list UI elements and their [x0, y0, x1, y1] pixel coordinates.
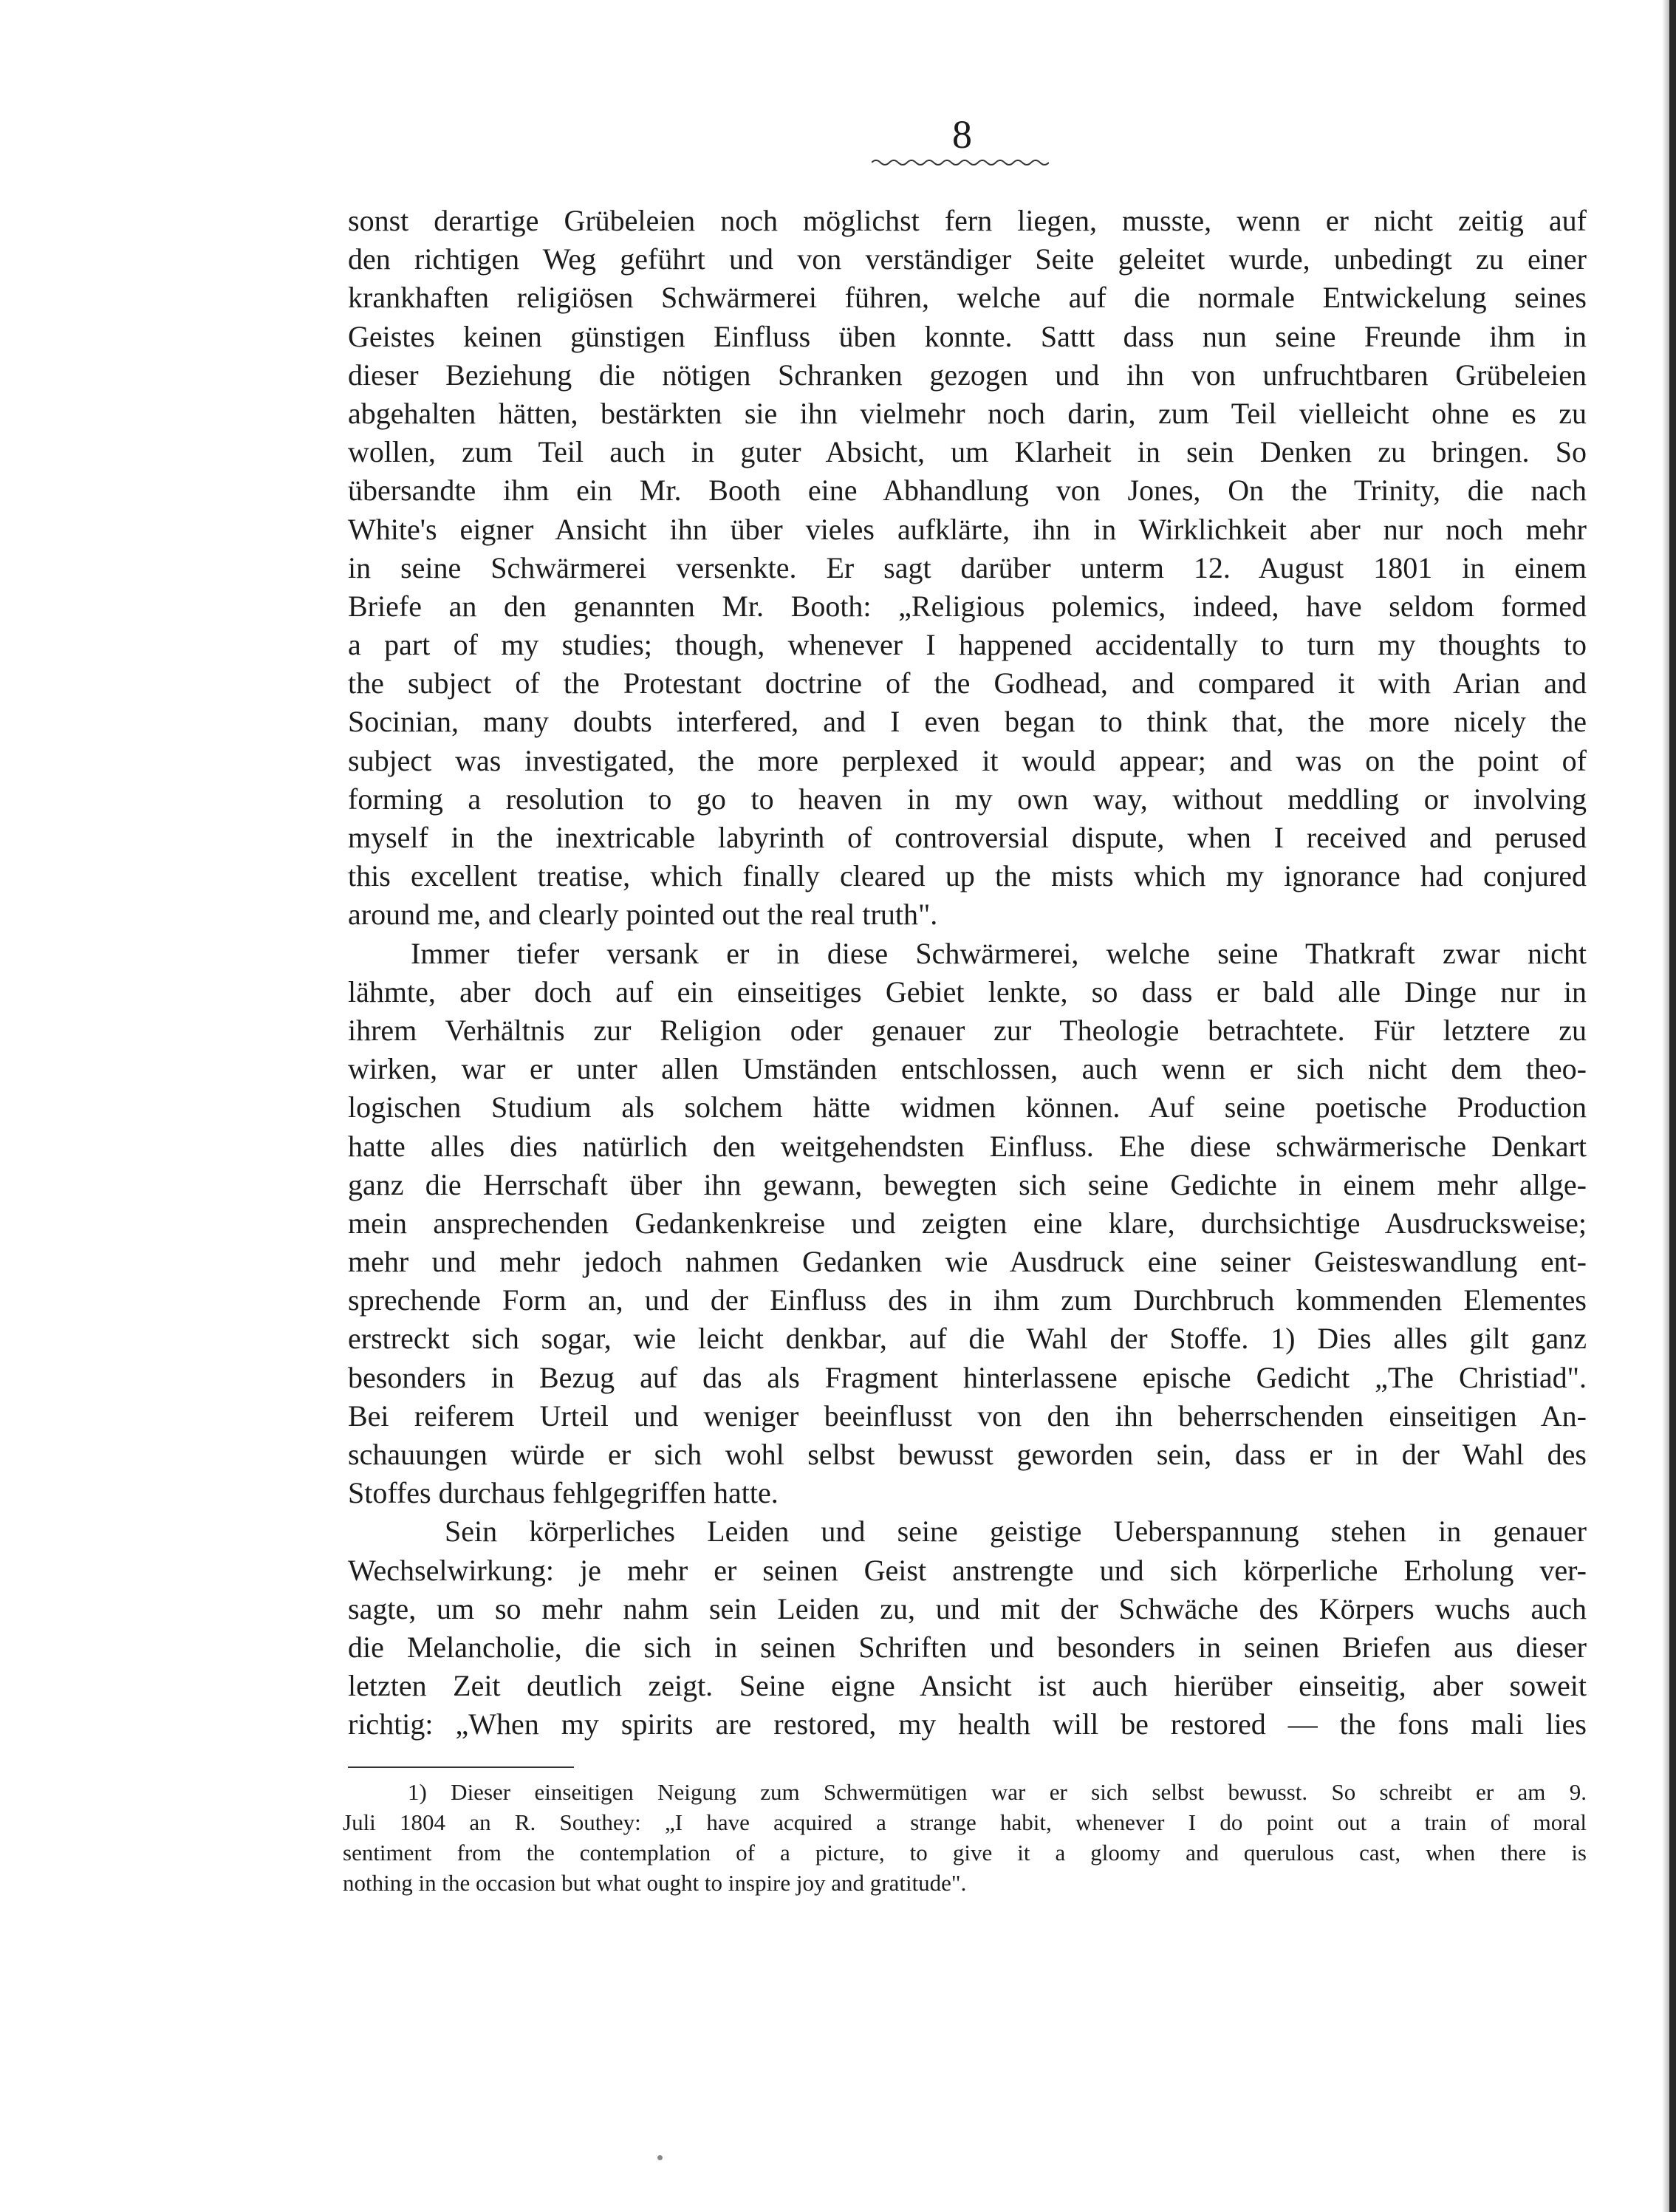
ornamental-rule: [872, 157, 1049, 168]
text-line: richtig: „When my spirits are restored, my health will be restored — the fons mali lies: [348, 1707, 1587, 1741]
text-line: die Melancholie, die sich in seinen Schriften und besonders in seinen Briefen aus dieser: [348, 1630, 1587, 1664]
text-line: myself in the inextricable labyrinth of controversial dispute, when I received and perused: [348, 821, 1587, 854]
text-line: krankhaften religiösen Schwärmerei führen, welche auf die normale Entwickelung seines: [348, 281, 1587, 315]
text-line: den richtigen Weg geführt und von verständiger Seite geleitet wurde, unbedingt zu einer: [348, 242, 1587, 276]
footnote-line: 1) Dieser einseitigen Neigung zum Schwermütigen war er sich selbst bewusst. So schreibt er am 9.: [408, 1779, 1587, 1805]
text-line: übersandte ihm ein Mr. Booth eine Abhandlung von Jones, On the Trinity, die nach: [348, 474, 1587, 508]
text-line: letzten Zeit deutlich zeigt. Seine eigne Ansicht ist auch hierüber einseitig, aber soweit: [348, 1669, 1587, 1703]
text-line: wirken, war er unter allen Umständen entschlossen, auch wenn er sich nicht dem theo-: [348, 1052, 1587, 1086]
text-line: subject was investigated, the more perplexed it would appear; and was on the point of: [348, 743, 1587, 777]
text-line: erstreckt sich sogar, wie leicht denkbar, auf die Wahl der Stoffe. 1) Dies alles gilt ganz: [348, 1322, 1587, 1356]
text-line: Socinian, many doubts interfered, and I even began to think that, the more nicely the: [348, 705, 1587, 739]
text-line: sprechende Form an, und der Einfluss des in ihm zum Durchbruch kommenden Elementes: [348, 1283, 1587, 1317]
text-line: abgehalten hätten, bestärkten sie ihn vielmehr noch darin, zum Teil vielleicht ohne es zu: [348, 396, 1587, 430]
footnote-line: sentiment from the contemplation of a picture, to give it a gloomy and querulous cast, when there is: [343, 1840, 1587, 1865]
text-line: Immer tiefer versank er in diese Schwärmerei, welche seine Thatkraft zwar nicht: [411, 936, 1587, 970]
body-text: [348, 202, 1587, 1744]
text-line: forming a resolution to go to heaven in my own way, without meddling or involving: [348, 782, 1587, 816]
text-line: wollen, zum Teil auch in guter Absicht, um Klarheit in sein Denken zu bringen. So: [348, 435, 1587, 469]
text-line: this excellent treatise, which finally cleared up the mists which my ignorance had conjured: [348, 859, 1587, 893]
text-line: mein ansprechenden Gedankenkreise und zeigten eine klare, durchsichtige Ausdrucksweise;: [348, 1206, 1587, 1240]
scan-speck: [657, 2155, 663, 2160]
text-line: Geistes keinen günstigen Einfluss üben konnte. Sattt dass nun seine Freunde ihm in: [348, 319, 1587, 353]
text-line: the subject of the Protestant doctrine of the Godhead, and compared it with Arian and: [348, 666, 1587, 700]
scan-edge-shade: [1662, 0, 1669, 2212]
footnote-rule: [348, 1766, 574, 1768]
text-line: ihrem Verhältnis zur Religion oder genauer zur Theologie betrachtete. Für letztere zu: [348, 1013, 1587, 1047]
text-line: besonders in Bezug auf das als Fragment hinterlassene epische Gedicht „The Christiad".: [348, 1360, 1587, 1394]
text-line: Sein körperliches Leiden und seine geistige Ueberspannung stehen in genauer: [445, 1515, 1587, 1549]
text-line: in seine Schwärmerei versenkte. Er sagt darüber unterm 12. August 1801 in einem: [348, 550, 1587, 584]
text-line: Wechselwirkung: je mehr er seinen Geist anstrengte und sich körperliche Erholung ver-: [348, 1553, 1587, 1587]
text-line: a part of my studies; though, whenever I happened accidentally to turn my thoughts to: [348, 628, 1587, 662]
text-line: lähmte, aber doch auf ein einseitiges Gebiet lenkte, so dass er bald alle Dinge nur in: [348, 974, 1587, 1008]
text-line: White's eigner Ansicht ihn über vieles aufklärte, ihn in Wirklichkeit aber nur noch mehr: [348, 512, 1587, 546]
text-line: Briefe an den genannten Mr. Booth: „Religious polemics, indeed, have seldom formed: [348, 589, 1587, 623]
text-line: logischen Studium als solchem hätte widmen können. Auf seine poetische Production: [348, 1090, 1587, 1124]
paragraph-3: [348, 1512, 1587, 1744]
footnote: [343, 1777, 1587, 1898]
paragraph-1: [348, 202, 1587, 935]
text-line: ganz die Herrschaft über ihn gewann, bewegten sich seine Gedichte in einem mehr allge-: [348, 1167, 1587, 1201]
text-line: around me, and clearly pointed out the real truth".: [348, 898, 938, 932]
text-line: Stoffes durchaus fehlgegriffen hatte.: [348, 1476, 779, 1510]
text-line: sagte, um so mehr nahm sein Leiden zu, und mit der Schwäche des Körpers wuchs auch: [348, 1591, 1587, 1625]
text-line: sonst derartige Grübeleien noch möglichst fern liegen, musste, wenn er nicht zeitig auf: [348, 204, 1587, 237]
footnote-line: Juli 1804 an R. Southey: „I have acquired a strange habit, whenever I do point out a train of moral: [343, 1809, 1587, 1835]
text-line: mehr und mehr jedoch nahmen Gedanken wie Ausdruck eine seiner Geisteswandlung ent-: [348, 1245, 1587, 1279]
scan-edge: [1669, 0, 1676, 2212]
footnote-line: nothing in the occasion but what ought to inspire joy and gratitude".: [343, 1870, 967, 1896]
text-line: dieser Beziehung die nötigen Schranken gezogen und ihn von unfruchtbaren Grübeleien: [348, 358, 1587, 392]
text-line: hatte alles dies natürlich den weitgehendsten Einfluss. Ehe diese schwärmerische Denkart: [348, 1129, 1587, 1163]
text-line: schauungen würde er sich wohl selbst bewusst geworden sein, dass er in der Wahl des: [348, 1438, 1587, 1471]
page-number: 8: [952, 112, 972, 157]
text-line: Bei reiferem Urteil und weniger beeinflusst von den ihn beherrschenden einseitigen An-: [348, 1399, 1587, 1433]
paragraph-2: [348, 935, 1587, 1513]
